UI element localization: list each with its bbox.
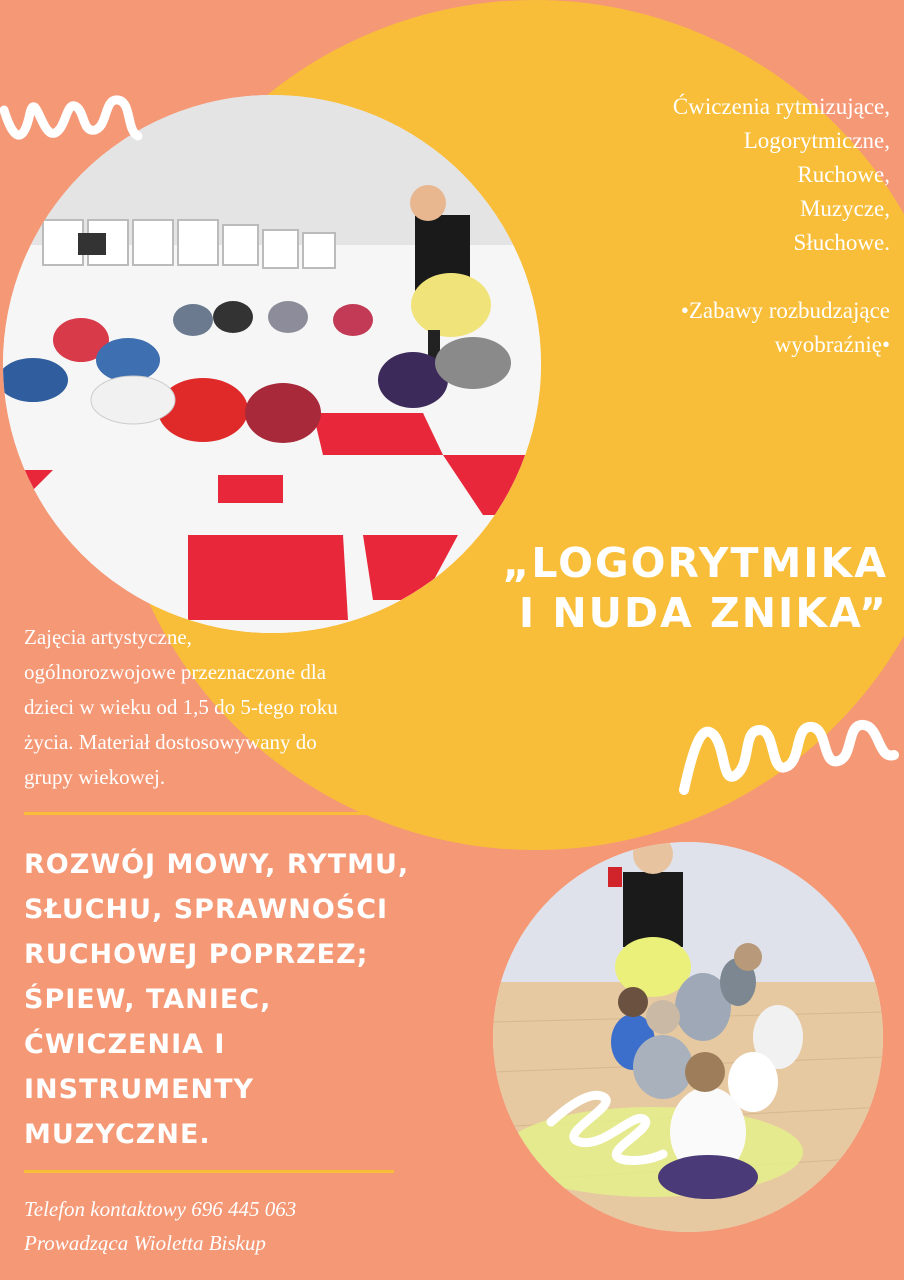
description-text [24, 620, 454, 795]
headline-line: I NUDA ZNIKA” [518, 589, 888, 637]
description-line: życia. Materiał dostosowywany do [24, 730, 317, 754]
development-heading [24, 842, 464, 1157]
development-line: ĆWICZENIA I [24, 1029, 226, 1060]
divider-line [24, 1170, 394, 1173]
description-line: grupy wiekowej. [24, 765, 166, 789]
activities-list [490, 90, 890, 362]
photo-children-sitting [493, 842, 883, 1232]
activity-line: Słuchowe. [793, 230, 890, 255]
activity-line: Logorytmiczne, [743, 128, 890, 153]
activity-extra-line: wyobraźnię• [774, 332, 890, 357]
contact-phone: Telefon kontaktowy 696 445 063 [24, 1197, 297, 1221]
description-line: Zajęcia artystyczne, [24, 625, 192, 649]
development-line: INSTRUMENTY [24, 1074, 255, 1105]
activity-extra-line: •Zabawy rozbudzające [680, 298, 890, 323]
development-line: RUCHOWEJ POPRZEZ; [24, 939, 369, 970]
contact-leader: Prowadząca Wioletta Biskup [24, 1231, 266, 1255]
development-line: ROZWÓJ MOWY, RYTMU, [24, 849, 410, 880]
description-line: dzieci w wieku od 1,5 do 5-tego roku [24, 695, 338, 719]
divider-line [24, 812, 378, 815]
development-line: SŁUCHU, SPRAWNOŚCI [24, 894, 389, 925]
contact-info [24, 1192, 524, 1260]
activity-line: Ruchowe, [797, 162, 890, 187]
development-line: MUZYCZNE. [24, 1119, 211, 1150]
activity-line: Muzycze, [799, 196, 890, 221]
headline-line: „LOGORYTMIKA [502, 539, 888, 587]
description-line: ogólnorozwojowe przeznaczone dla [24, 660, 327, 684]
squiggle-decoration [0, 88, 150, 148]
activity-line: Ćwiczenia rytmizujące, [672, 94, 890, 119]
squiggle-decoration [545, 1080, 670, 1170]
squiggle-decoration [674, 705, 902, 805]
development-line: ŚPIEW, TANIEC, [24, 984, 272, 1015]
